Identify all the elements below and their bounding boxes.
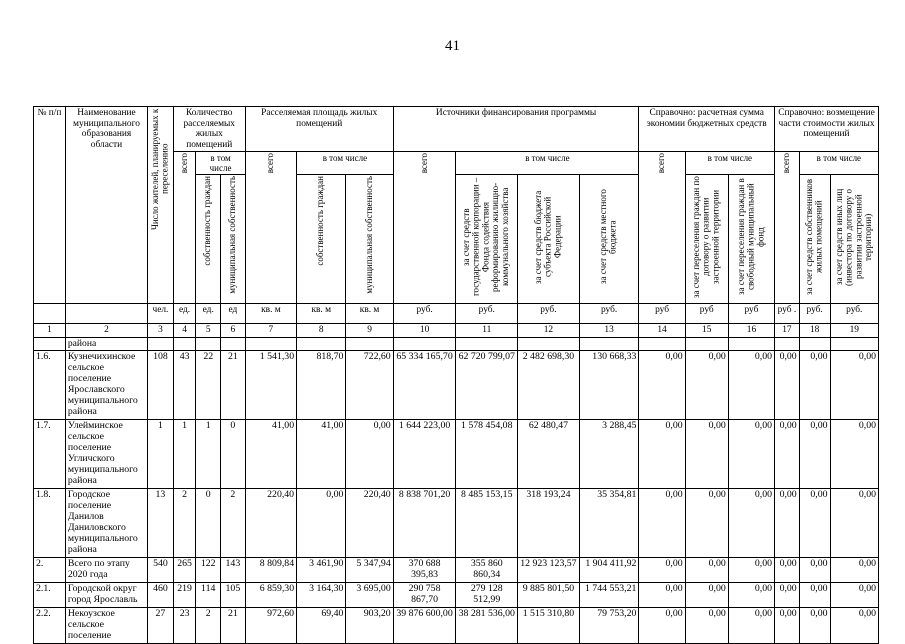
header-comp-total: всего: [775, 152, 800, 304]
table-row: [34, 557, 879, 582]
cell-econ-contract: 0,00: [685, 488, 728, 557]
header-econ-free: за счет переселения граждан в свободный муниципальный фонд: [728, 175, 774, 304]
cell-no: 2.1.: [34, 582, 66, 607]
cell-residents: 108: [148, 351, 174, 420]
cell-econ-total: 0,00: [639, 488, 685, 557]
unit-cell: руб: [728, 304, 774, 324]
column-number: 18: [799, 324, 830, 338]
continuation-cell: [34, 337, 66, 351]
cell-fin-region: 2 482 698,30: [518, 351, 580, 420]
column-number: 10: [393, 324, 456, 338]
cell-comp-other: 0,00: [830, 607, 878, 643]
header-area-group: Расселяемая площадь жилых помещений: [245, 107, 393, 152]
cell-qty-total: 23: [173, 607, 196, 643]
cell-qty-total: 43: [173, 351, 196, 420]
cell-fin-region: 62 480,47: [518, 420, 580, 489]
cell-comp-other: 0,00: [830, 351, 878, 420]
cell-qty-own: 1: [196, 420, 221, 489]
cell-area-own: 818,70: [297, 351, 346, 420]
header-fin-local: за счет средств местного бюджета: [579, 175, 639, 304]
column-number: 15: [685, 324, 728, 338]
cell-area-mun: 3 695,00: [346, 582, 393, 607]
header-area-total: всего: [245, 152, 296, 304]
unit-cell: ед: [221, 304, 246, 324]
cell-qty-mun: 143: [221, 557, 246, 582]
header-name: Наименование муниципального образования области: [65, 107, 147, 304]
unit-cell: [34, 304, 66, 324]
unit-cell: руб.: [830, 304, 878, 324]
header-residents: Число жителей, планируемых к переселению: [148, 107, 174, 304]
cell-comp-own: 0,00: [799, 557, 830, 582]
cell-area-own: 3 164,30: [297, 582, 346, 607]
header-area-in-that: в том числе: [297, 152, 394, 175]
column-number: 5: [196, 324, 221, 338]
cell-fin-fund: 62 720 799,07: [456, 351, 518, 420]
header-qty-own: собственность граждан: [196, 175, 221, 304]
cell-area-own: 69,40: [297, 607, 346, 643]
cell-comp-own: 0,00: [799, 607, 830, 643]
cell-comp-own: 0,00: [799, 420, 830, 489]
cell-fin-local: 130 668,33: [579, 351, 639, 420]
cell-econ-contract: 0,00: [685, 582, 728, 607]
column-number: 3: [148, 324, 174, 338]
cell-econ-total: 0,00: [639, 582, 685, 607]
cell-econ-contract: 0,00: [685, 557, 728, 582]
cell-econ-contract: 0,00: [685, 351, 728, 420]
cell-name: Городское поселение Данилов Даниловского муниципального района: [65, 488, 147, 557]
cell-area-total: 220,40: [245, 488, 296, 557]
cell-fin-fund: 8 485 153,15: [456, 488, 518, 557]
cell-econ-contract: 0,00: [685, 607, 728, 643]
column-numbers-row: [34, 324, 879, 338]
table-row: [34, 582, 879, 607]
column-number: 9: [346, 324, 393, 338]
unit-cell: руб.: [456, 304, 518, 324]
cell-fin-fund: 1 578 454,08: [456, 420, 518, 489]
cell-name: Улейминское сельское поселение Угличского муниципального района: [65, 420, 147, 489]
cell-econ-free: 0,00: [728, 420, 774, 489]
cell-comp-total: 0,00: [775, 607, 800, 643]
cell-econ-free: 0,00: [728, 607, 774, 643]
column-number: 6: [221, 324, 246, 338]
cell-econ-contract: 0,00: [685, 420, 728, 489]
cell-fin-region: 318 193,24: [518, 488, 580, 557]
cell-comp-other: 0,00: [830, 420, 878, 489]
unit-cell: руб.: [518, 304, 580, 324]
table-row: [34, 420, 879, 489]
cell-residents: 27: [148, 607, 174, 643]
cell-no: 1.8.: [34, 488, 66, 557]
cell-residents: 13: [148, 488, 174, 557]
cell-no: 1.6.: [34, 351, 66, 420]
cell-econ-free: 0,00: [728, 488, 774, 557]
page-number: 41: [445, 38, 460, 54]
cell-qty-mun: 21: [221, 607, 246, 643]
header-econ-total: всего: [639, 152, 685, 304]
column-number: 14: [639, 324, 685, 338]
cell-qty-total: 2: [173, 488, 196, 557]
cell-fin-local: 3 288,45: [579, 420, 639, 489]
cell-comp-other: 0,00: [830, 488, 878, 557]
cell-fin-total: 1 644 223,00: [393, 420, 456, 489]
cell-comp-other: 0,00: [830, 582, 878, 607]
cell-fin-local: 35 354,81: [579, 488, 639, 557]
header-comp-own: за счет средств собственников жилых помещений: [799, 175, 830, 304]
cell-comp-own: 0,00: [799, 488, 830, 557]
cell-no: 1.7.: [34, 420, 66, 489]
cell-no: 2.: [34, 557, 66, 582]
header-qty-in-that: в том числе: [196, 152, 245, 175]
unit-cell: [65, 304, 147, 324]
cell-qty-total: 265: [173, 557, 196, 582]
header-area-own: собственность граждан: [297, 175, 346, 304]
cell-fin-total: 290 758 867,70: [393, 582, 456, 607]
cell-qty-mun: 0: [221, 420, 246, 489]
cell-area-total: 1 541,30: [245, 351, 296, 420]
table-row: [34, 351, 879, 420]
cell-comp-total: 0,00: [775, 582, 800, 607]
cell-fin-region: 9 885 801,50: [518, 582, 580, 607]
cell-comp-total: 0,00: [775, 557, 800, 582]
unit-cell: руб.: [579, 304, 639, 324]
cell-area-mun: 5 347,94: [346, 557, 393, 582]
cell-qty-mun: 105: [221, 582, 246, 607]
header-comp-group: Справочно: возмещение части стоимости жилых помещений: [775, 107, 879, 152]
cell-fin-total: 8 838 701,20: [393, 488, 456, 557]
cell-econ-total: 0,00: [639, 557, 685, 582]
cell-econ-total: 0,00: [639, 420, 685, 489]
cell-fin-fund: 279 128 512,99: [456, 582, 518, 607]
units-row: [34, 304, 879, 324]
cell-comp-total: 0,00: [775, 420, 800, 489]
cell-qty-total: 1: [173, 420, 196, 489]
cell-area-own: 41,00: [297, 420, 346, 489]
cell-fin-total: 370 688 395,83: [393, 557, 456, 582]
cell-area-total: 6 859,30: [245, 582, 296, 607]
unit-cell: кв. м: [245, 304, 296, 324]
unit-cell: руб: [639, 304, 685, 324]
header-area-mun: муниципальная собственность: [346, 175, 393, 304]
column-number: 1: [34, 324, 66, 338]
cell-qty-mun: 21: [221, 351, 246, 420]
column-number: 11: [456, 324, 518, 338]
table-row: [34, 488, 879, 557]
cell-area-own: 3 461,90: [297, 557, 346, 582]
continuation-text: района: [65, 337, 147, 351]
column-number: 2: [65, 324, 147, 338]
cell-name: Всего по этапу 2020 года: [65, 557, 147, 582]
unit-cell: руб: [685, 304, 728, 324]
cell-fin-region: 12 923 123,57: [518, 557, 580, 582]
cell-qty-total: 219: [173, 582, 196, 607]
cell-econ-free: 0,00: [728, 582, 774, 607]
column-number: 7: [245, 324, 296, 338]
column-number: 4: [173, 324, 196, 338]
cell-area-mun: 0,00: [346, 420, 393, 489]
cell-fin-fund: 355 860 860,34: [456, 557, 518, 582]
header-comp-in-that: в том числе: [799, 152, 878, 175]
column-number: 16: [728, 324, 774, 338]
cell-comp-own: 0,00: [799, 582, 830, 607]
unit-cell: руб .: [775, 304, 800, 324]
column-number: 17: [775, 324, 800, 338]
cell-area-mun: 903,20: [346, 607, 393, 643]
cell-econ-total: 0,00: [639, 607, 685, 643]
header-qty-mun: муниципальная собственность: [221, 175, 246, 304]
cell-comp-own: 0,00: [799, 351, 830, 420]
cell-econ-free: 0,00: [728, 557, 774, 582]
header-comp-other: за счет средств иных лиц (инвестора по договору о развитии застроенной территории): [830, 175, 878, 304]
unit-cell: кв. м: [346, 304, 393, 324]
cell-fin-local: 79 753,20: [579, 607, 639, 643]
header-fin-group: Источники финансирования программы: [393, 107, 639, 152]
cell-area-total: 8 809,84: [245, 557, 296, 582]
cell-qty-own: 0: [196, 488, 221, 557]
header-qty-total: всего: [173, 152, 196, 304]
column-number: 8: [297, 324, 346, 338]
program-table: [33, 106, 879, 644]
cell-comp-total: 0,00: [775, 488, 800, 557]
column-number: 13: [579, 324, 639, 338]
cell-residents: 540: [148, 557, 174, 582]
cell-fin-fund: 38 281 536,00: [456, 607, 518, 643]
cell-qty-own: 114: [196, 582, 221, 607]
continuation-row: [34, 337, 879, 351]
header-econ-in-that: в том числе: [685, 152, 774, 175]
cell-qty-mun: 2: [221, 488, 246, 557]
header-qty-group: Количество расселяемых жилых помещений: [173, 107, 245, 152]
cell-econ-total: 0,00: [639, 351, 685, 420]
unit-cell: руб.: [393, 304, 456, 324]
cell-residents: 460: [148, 582, 174, 607]
unit-cell: кв. м: [297, 304, 346, 324]
cell-qty-own: 122: [196, 557, 221, 582]
header-fin-fund: за счет средств государственной корпорации – Фонда содействия реформированию жилищно-коммунального хозяйства: [456, 175, 518, 304]
cell-fin-total: 39 876 600,00: [393, 607, 456, 643]
cell-comp-total: 0,00: [775, 351, 800, 420]
cell-area-mun: 220,40: [346, 488, 393, 557]
header-fin-total: всего: [393, 152, 456, 304]
header-fin-in-that: в том числе: [456, 152, 639, 175]
cell-fin-total: 65 334 165,70: [393, 351, 456, 420]
cell-name: Кузнечихинское сельское поселение Ярославского муниципального района: [65, 351, 147, 420]
cell-fin-local: 1 744 553,21: [579, 582, 639, 607]
cell-area-total: 972,60: [245, 607, 296, 643]
cell-area-own: 0,00: [297, 488, 346, 557]
cell-qty-own: 22: [196, 351, 221, 420]
cell-area-mun: 722,60: [346, 351, 393, 420]
header-econ-group: Справочно: расчетная сумма экономии бюджетных средств: [639, 107, 775, 152]
cell-name: Городской округ город Ярославль: [65, 582, 147, 607]
unit-cell: ед.: [196, 304, 221, 324]
cell-no: 2.2.: [34, 607, 66, 643]
cell-econ-free: 0,00: [728, 351, 774, 420]
cell-fin-local: 1 904 411,92: [579, 557, 639, 582]
column-number: 19: [830, 324, 878, 338]
unit-cell: руб.: [799, 304, 830, 324]
header-econ-contract: за счет переселения граждан по договору о развитии застроенной территории: [685, 175, 728, 304]
unit-cell: чел.: [148, 304, 174, 324]
cell-residents: 1: [148, 420, 174, 489]
column-number: 12: [518, 324, 580, 338]
header-no: № п/п: [34, 107, 66, 304]
header-fin-region: за счет средств бюджета субъекта Российской Федерации: [518, 175, 580, 304]
cell-qty-own: 2: [196, 607, 221, 643]
cell-area-total: 41,00: [245, 420, 296, 489]
cell-comp-other: 0,00: [830, 557, 878, 582]
cell-fin-region: 1 515 310,80: [518, 607, 580, 643]
unit-cell: ед.: [173, 304, 196, 324]
cell-name: Некоузское сельское поселение: [65, 607, 147, 643]
table-row: [34, 607, 879, 643]
